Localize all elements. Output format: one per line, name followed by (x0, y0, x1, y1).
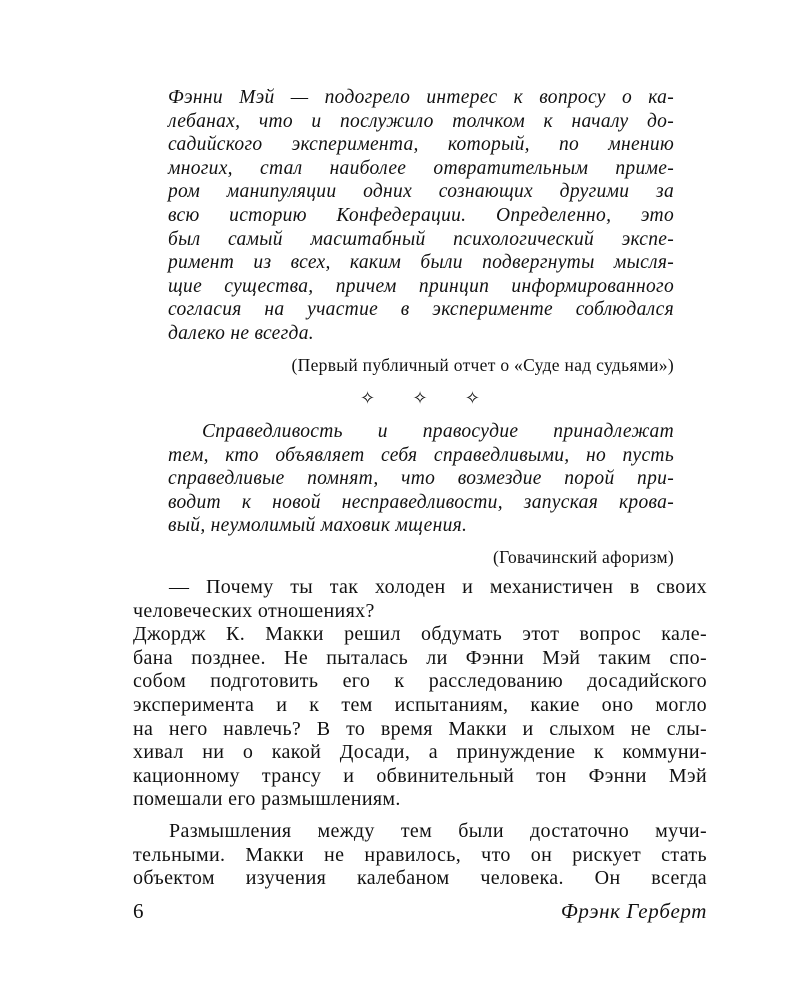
text-line: щие существа, причем принцип информированного (168, 275, 674, 297)
paragraph-narrative (133, 820, 707, 891)
text-line: человеческих отношениях? (133, 599, 375, 622)
star-ornament-icon: ✧ (464, 388, 480, 409)
text-line: далеко не всегда. (168, 322, 314, 344)
text-line: на него навлечь? В то время Макки и слыхом не слы- (133, 717, 707, 740)
epigraph-second-text (168, 420, 674, 538)
paragraph-dialogue (133, 576, 707, 623)
paragraph-narrative (133, 623, 707, 812)
text-line: многих, стал наиболее отвратительным приме- (168, 157, 674, 179)
text-line: кационному трансу и обвинительный тон Фэнни Мэй (133, 764, 707, 787)
text-line: справедливые помнят, что возмездие порой при- (168, 468, 674, 490)
running-head-author: Фрэнк Герберт (560, 899, 707, 923)
text-line: бана позднее. Не пыталась ли Фэнни Мэй таким спо- (133, 646, 707, 669)
text-line: ром манипуляции одних сознающих другими за (168, 181, 674, 203)
epigraph-second (168, 420, 674, 568)
text-line: был самый масштабный психологический экспе- (168, 228, 674, 250)
text-line: вый, неумолимый маховик мщения. (168, 515, 468, 537)
text-line: лебанах, что и послужило толчком к началу до- (168, 110, 674, 132)
section-separator (360, 388, 480, 410)
epigraph-second-source: (Говачинский афоризм) (492, 546, 674, 567)
text-line: тельными. Макки не нравилось, что он рискует стать (133, 843, 707, 866)
text-line: собом подготовить его к расследованию досадийского (133, 670, 707, 693)
body-text (133, 576, 707, 891)
text-line: водит к новой несправедливости, запуская крова- (168, 491, 674, 513)
text-line: — Почему ты так холоден и механистичен в своих (169, 576, 707, 598)
text-line: помешали его размышлениям. (133, 788, 401, 811)
text-line: тем, кто объявляет себя справедливыми, но пусть (168, 444, 674, 466)
text-line: Размышления между тем были достаточно мучи- (169, 819, 707, 842)
star-ornament-icon: ✧ (412, 388, 428, 409)
text-line: всю историю Конфедерации. Определенно, это (168, 204, 674, 226)
text-line: римент из всех, каким были подвергнуты мысля- (168, 252, 674, 274)
epigraph-first (168, 86, 674, 376)
epigraph-first-text (168, 86, 674, 346)
paragraph-spacing (133, 812, 707, 820)
text-line: объектом изучения калебаном человека. Он всегда (133, 867, 707, 890)
text-line: хивал ни о какой Досади, а принуждение к коммуни- (133, 741, 707, 764)
epigraph-first-source: (Первый публичный отчет о «Суде над судьями») (291, 354, 674, 375)
page-number: 6 (133, 899, 144, 923)
star-ornament-icon: ✧ (360, 388, 376, 409)
text-line: эксперимента и к тем испытаниям, какие оно могло (133, 693, 707, 716)
text-line: согласия на участие в эксперименте соблюдался (168, 299, 674, 321)
text-line: Фэнни Мэй — подогрело интерес к вопросу о ка- (168, 87, 674, 108)
page-footer (133, 898, 707, 924)
text-line: садийского эксперимента, который, по мнению (168, 134, 674, 156)
text-line: Джордж К. Макки решил обдумать этот вопрос кале- (133, 623, 707, 646)
text-line: Справедливость и правосудие принадлежат (202, 421, 674, 442)
